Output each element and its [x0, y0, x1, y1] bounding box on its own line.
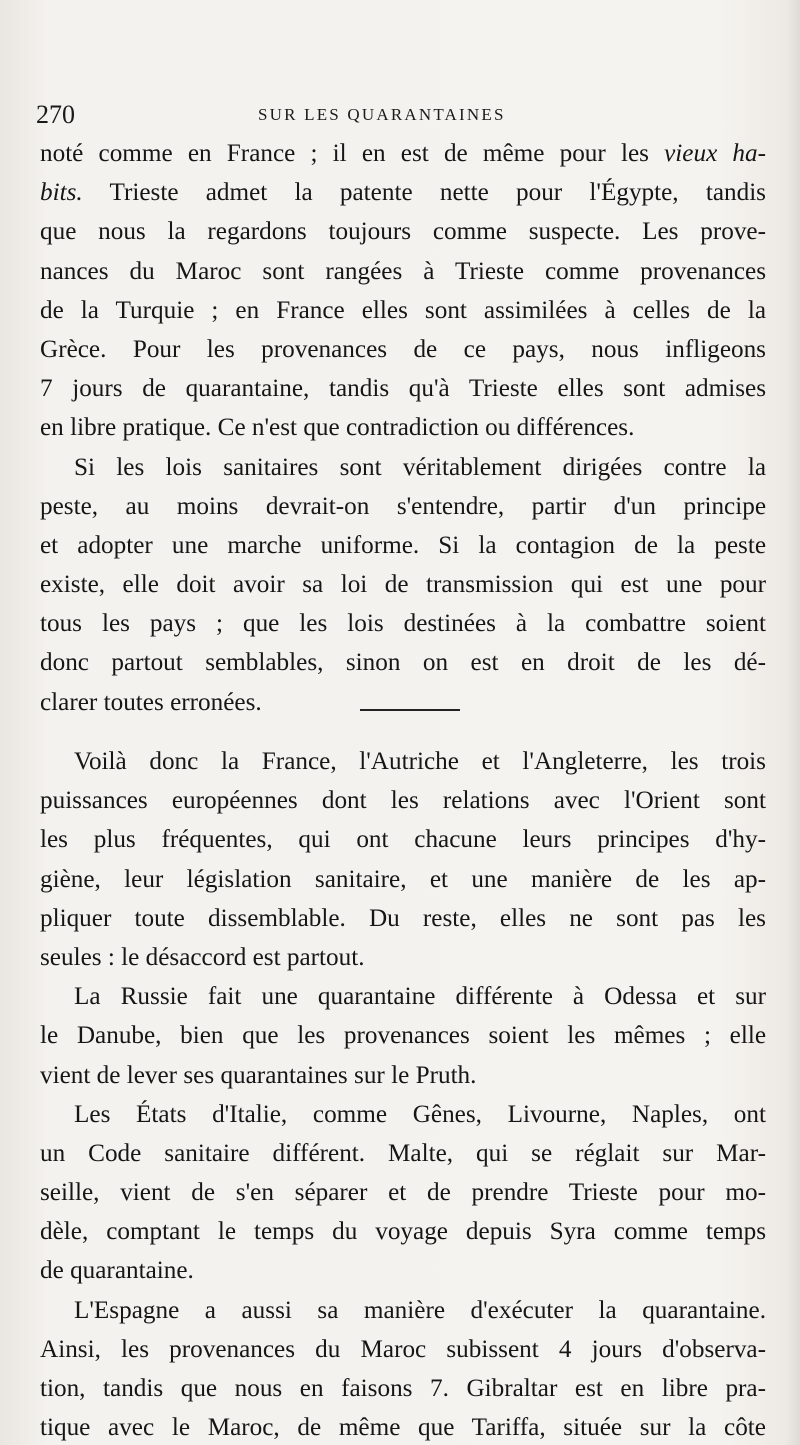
text-line: un Code sanitaire différent. Malte, qui se réglait sur Mar- — [40, 1139, 766, 1167]
text-line: existe, elle doit avoir sa loi de transmission qui est une pour — [40, 571, 766, 599]
section-separator — [360, 709, 460, 711]
text-line: dèle, comptant le temps du voyage depuis Syra comme temps — [40, 1218, 766, 1246]
text-line: peste, au moins devrait-on s'entendre, partir d'un principe — [40, 492, 766, 520]
text-line: de quarantaine. — [40, 1257, 194, 1285]
italic-text: vieux ha- — [664, 140, 767, 167]
text-line: donc partout semblables, sinon on est en droit de les dé- — [40, 649, 766, 677]
page-edge-shadow — [786, 0, 800, 1445]
text-line: noté comme en France ; il en est de même pour les vieux ha- — [40, 140, 767, 167]
text-line: Ainsi, les provenances du Maroc subissent 4 jours d'observa- — [40, 1335, 766, 1363]
text-line: les plus fréquentes, qui ont chacune leurs principes d'hy- — [40, 826, 766, 854]
text-line: bits. Trieste admet la patente nette pour l'Égypte, tandis — [40, 179, 766, 207]
text-line: en libre pratique. Ce n'est que contradiction ou différences. — [40, 414, 635, 442]
text-line: La Russie fait une quarantaine différente à Odessa et sur — [74, 983, 766, 1011]
running-head: SUR LES QUARANTAINES — [258, 105, 506, 124]
text-line: de la Turquie ; en France elles sont assimilées à celles de la — [40, 296, 766, 324]
text-line: Si les lois sanitaires sont véritablement dirigées contre la — [74, 453, 766, 481]
text-line: Grèce. Pour les provenances de ce pays, nous infligeons — [40, 335, 766, 363]
text-line: L'Espagne a aussi sa manière d'exécuter la quarantaine. — [74, 1296, 766, 1324]
text-line: puissances européennes dont les relations avec l'Orient sont — [40, 787, 766, 815]
text-line: le Danube, bien que les provenances soient les mêmes ; elle — [40, 1022, 766, 1050]
text-line: tion, tandis que nous en faisons 7. Gibraltar est en libre pra- — [40, 1375, 766, 1402]
text-line: clarer toutes erronées. — [40, 688, 262, 716]
italic-text: bits. — [40, 179, 83, 207]
text-line: vient de lever ses quarantaines sur le Pruth. — [40, 1061, 477, 1089]
body-text-continued — [40, 742, 766, 1445]
text-line: nances du Maroc sont rangées à Trieste comme provenances — [40, 257, 766, 285]
body-text — [40, 134, 766, 722]
text-line: Les États d'Italie, comme Gênes, Livourne, Naples, ont — [74, 1100, 766, 1128]
text-line: seules : le désaccord est partout. — [40, 943, 365, 971]
text-line: 7 jours de quarantaine, tandis qu'à Trieste elles sont admises — [40, 375, 766, 403]
text-line: giène, leur législation sanitaire, et une manière de les ap- — [40, 865, 766, 893]
text-line: que nous la regardons toujours comme suspecte. Les prove- — [40, 218, 766, 246]
text-line: et adopter une marche uniforme. Si la contagion de la peste — [40, 531, 766, 559]
text-line: tique avec le Maroc, de même que Tariffa, située sur la côte — [40, 1414, 766, 1442]
text-line: pliquer toute dissemblable. Du reste, elles ne sont pas les — [40, 904, 766, 932]
text-line: Voilà donc la France, l'Autriche et l'Angleterre, les trois — [74, 748, 766, 775]
page-header — [36, 98, 766, 132]
page-number: 270 — [36, 100, 75, 129]
text-line: tous les pays ; que les lois destinées à la combattre soient — [40, 610, 766, 638]
text-line: seille, vient de s'en séparer et de prendre Trieste pour mo- — [40, 1179, 766, 1207]
